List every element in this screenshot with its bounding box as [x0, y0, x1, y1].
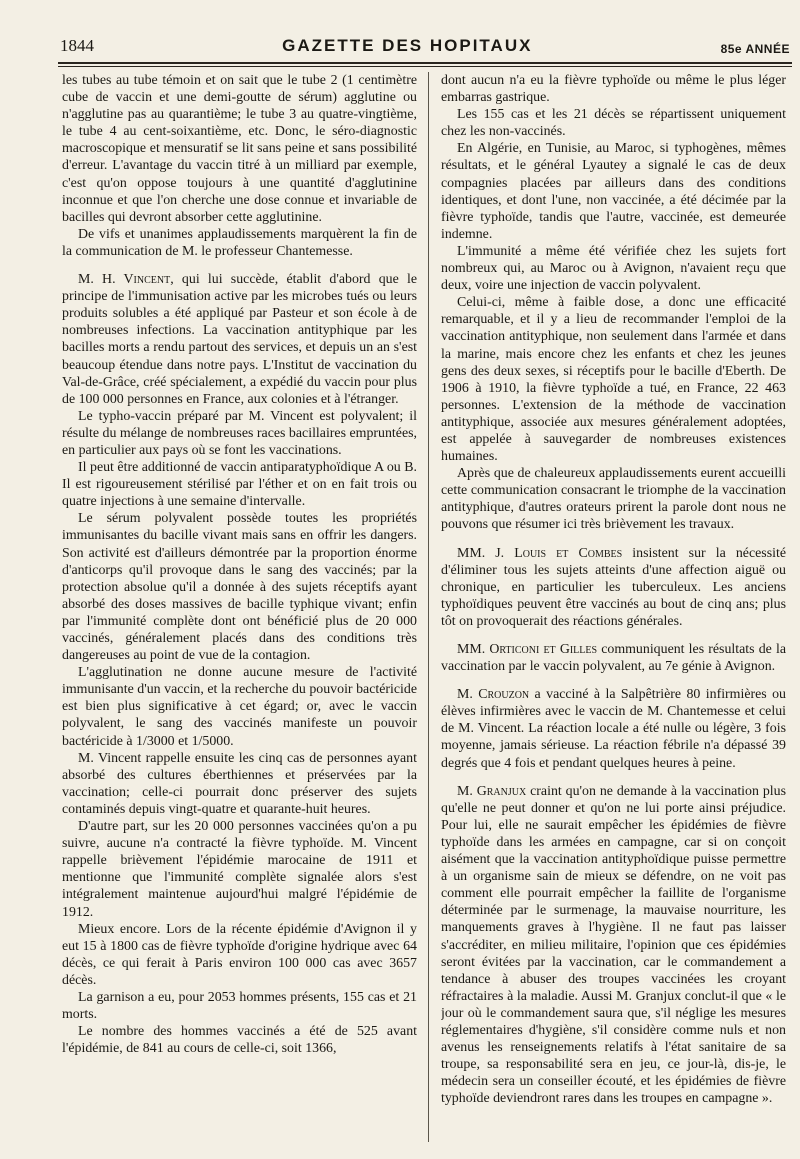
- publication-title: GAZETTE DES HOPITAUX: [282, 36, 533, 55]
- volume-year: 85e ANNÉE: [720, 42, 790, 56]
- paragraph: [62, 921, 417, 989]
- paragraph: [441, 545, 786, 630]
- paragraph-text: Celui-ci, même à faible dose, a donc une efficacité remarquable, et il y a lieu de recommander l'emploi de la vaccination antityphique, non seulement dans l'armée et dans la marine, mais encore chez les enfants et chez les jeunes gens des deux sexes, si réceptifs pour le bacille d'Eberth. De 1906 à 1910, la fièvre typhoïde a tué, en France, 22 463 personnes. L'extension de la méthode de vaccination antityphique, associée aux mesures généralement adoptées, est appelée à sauvegarder de nombreuses existences humaines.: [441, 295, 786, 465]
- paragraph: [62, 510, 417, 664]
- paragraph-text: D'autre part, sur les 20 000 personnes vaccinées qu'on a pu suivre, aucune n'a contracté la fièvre typhoïde. M. Vincent rappelle brièvement l'épidémie marocaine de 1911 et mentionne que l'immunité complète signalée alors s'est intégralement maintenue aujourd'hui malgré l'épidémie de 1912.: [62, 819, 417, 920]
- header-rule: [58, 62, 792, 64]
- page-number: 1844: [60, 36, 94, 55]
- paragraph-text: Le typho-vaccin préparé par M. Vincent est polyvalent; il résulte du mélange de nombreuses races bacillaires empruntées, en particulier aux pays où se font les vaccinations.: [62, 408, 417, 458]
- paragraph-text: dont aucun n'a eu la fièvre typhoïde ou même le plus léger embarras gastrique.: [441, 73, 786, 106]
- right-column: [441, 72, 786, 1147]
- paragraph: [441, 106, 786, 140]
- paragraph-text: Le nombre des hommes vaccinés a été de 525 avant l'épidémie, de 841 au cours de celle-ci, soit 1366,: [62, 1024, 417, 1057]
- paragraph-text: les tubes au tube témoin et on sait que le tube 2 (1 centimètre cube de vaccin et une demi-goutte de sérum) agglutine ou n'agglutine pas au quarantième; le tube 3 au quatre-vingtième, le tube 4 au cent-soixantième, etc. Donc, le séro-diagnostic macroscopique et mensuratif se lit sans peine et sans possibilité d'erreur. L'avantage du vaccin titré à un milliard par exemple, c'est qu'on oppose toujours à une quantité d'agglutinine inconnue et que l'on cherche une dose connue et invariable de bacilles qui devront absorber cette agglutinine.: [62, 73, 417, 225]
- paragraph: [62, 459, 417, 510]
- paragraph: [441, 294, 786, 465]
- paragraph: [62, 72, 417, 226]
- speaker-name: M. H. Vincent: [78, 272, 171, 288]
- paragraph: [441, 641, 786, 675]
- paragraph: [441, 243, 786, 294]
- paragraph-text: De vifs et unanimes applaudissements marquèrent la fin de la communication de M. le professeur Chantemesse.: [62, 226, 417, 259]
- paragraph: [62, 818, 417, 921]
- paragraph: [441, 140, 786, 243]
- paragraph: [62, 271, 417, 408]
- paragraph: [62, 989, 417, 1023]
- paragraph-text: L'agglutination ne donne aucune mesure de l'activité immunisante d'un vaccin, et la recherche du pouvoir bactéricide est bien plus significative à cet égard; or, avec le vaccin polyvalent, le sang des vaccinés manifeste un pouvoir bactéricide à 1/3000 et 1/5000.: [62, 665, 417, 749]
- left-column: [62, 72, 417, 1147]
- header-rule-thin: [58, 66, 792, 67]
- paragraph-text: , qui lui succède, établit d'abord que le principe de l'immunisation active par les microbes tués ou leurs produits solubles a été appliqué par Pasteur et son école à de nombreuses infections. La vaccination antityphique par les bacilles morts a rendu partout des services, et depuis un an s'est beaucoup étendue dans notre pays. L'Institut de vaccination du Val-de-Grâce, créé spécialement, a expédié du vaccin pour plus de 100 000 personnes en France, aux colonies et à l'étranger.: [62, 272, 417, 407]
- paragraph-text: M. Vincent rappelle ensuite les cinq cas de personnes ayant absorbé des cultures éberthiennes et préservées par la vaccination; celle-ci pourrait donc préserver des sujets contaminés depuis vingt-quatre et quarante-huit heures.: [62, 750, 417, 817]
- paragraph: [441, 465, 786, 533]
- paragraph-text: communiquent les résultats de la vaccination par le vaccin polyvalent, au 7e génie à Avignon.: [441, 642, 786, 675]
- paragraph-text: a vacciné à la Salpêtrière 80 infirmières ou élèves infirmières avec le vaccin de M. Chantemesse et celui de M. Vincent. La réaction locale a été nulle ou légère, 3 fois moyenne, jamais sérieuse. La réaction fébrile n'a dépassé 39 degrés que 4 fois et pendant quelques heures à peine.: [441, 687, 786, 771]
- paragraph-text: L'immunité a même été vérifiée chez les sujets fort nombreux qui, au Maroc ou à Avignon, n'avaient reçu que deux, voire une injection de vaccin polyvalent.: [441, 243, 786, 294]
- paragraph-text: La garnison a eu, pour 2053 hommes présents, 155 cas et 21 morts.: [62, 989, 417, 1023]
- speaker-name: MM. Orticoni et Gilles: [457, 642, 598, 657]
- paragraph: [62, 226, 417, 260]
- paragraph-text: Il peut être additionné de vaccin antiparatyphoïdique A ou B. Il est rigoureusement stérilisé par l'éther et on en fait trois ou quatre injections à une semaine d'intervalle.: [62, 460, 417, 510]
- paragraph: [441, 686, 786, 771]
- paragraph-text: Mieux encore. Lors de la récente épidémie d'Avignon il y eut 15 à 1800 cas de fièvre typhoïde d'origine hydrique avec 64 décès, ce qui ferait à Paris environ 100 000 cas avec 3657 décès.: [62, 921, 417, 988]
- column-divider: [428, 72, 429, 1142]
- paragraph-text: craint qu'on ne demande à la vaccination plus qu'elle ne peut donner et qu'on ne lui porte ainsi préjudice. Pour lui, elle ne saurait empêcher les épidémies de fièvre typhoïde dans les armées en campagne, car si on conçoit aisément que la vaccination antityphoïdique puisse permettre à un organisme sain de mieux se défendre, on ne voit pas comment elle pourrait empêcher la faillite de l'organisme déterminée par le surmenage, la mauvaise nourriture, les manquements graves à l'hygiène. Il ne faut pas laisser s'accréditer, en milieu militaire, l'opinion que ces épidémies seront évitées par la vaccination, car le commandement a tendance à abuser des troupes vaccinées les croyant réfractaires à la maladie. Aussi M. Granjux conclut-il que « le jour où le commandement saura que, s'il néglige les mesures réglementaires d'hygiène, s'il considère comme nuls et non avenus les renseignements relatifs à l'état sanitaire de sa troupe, sa responsabilité sera en jeu, ce jour-là, dis-je, le médecin sera un conseiller écouté, et les épidémies de fièvre typhoïde deviendront rares dans les troupes en campagne ».: [441, 783, 786, 1107]
- paragraph-text: insistent sur la nécessité d'éliminer tous les sujets atteints d'une affection aiguë ou chronique, en particulier les tuberculeux. Les anciens typhoïdiques peuvent être vaccinés au bout de cinq ans; plus tôt on provoquerait des réactions générales.: [441, 545, 786, 629]
- paragraph-text: Les 155 cas et les 21 décès se répartissent uniquement chez les non-vaccinés.: [441, 107, 786, 140]
- speaker-name: M. Granjux: [457, 783, 527, 799]
- paragraph: [441, 783, 786, 1108]
- page-header: [60, 30, 790, 56]
- paragraph: [62, 664, 417, 749]
- paragraph: [62, 1023, 417, 1057]
- speaker-name: MM. J. Louis et Combes: [457, 545, 623, 561]
- speaker-name: M. Crouzon: [457, 687, 530, 703]
- paragraph: [441, 72, 786, 106]
- paragraph-text: En Algérie, en Tunisie, au Maroc, si typhogènes, mêmes résultats, et le général Lyautey a signalé le cas de deux compagnies placées par ailleurs dans des conditions identiques, et dont l'une, non vaccinée, a été décimée par la fièvre typhoïde, tandis que l'autre, vaccinée, est demeurée indemne.: [441, 141, 786, 242]
- paragraph: [62, 750, 417, 818]
- paragraph-text: Le sérum polyvalent possède toutes les propriétés immunisantes du bacille vivant mais sans en offrir les dangers. Son activité est d'ailleurs démontrée par la proportion énorme d'anticorps qu'il provoque dans le sang des vaccinés; par la protection absolue qu'il a donnée à des sujets réceptifs ayant absorbé des doses massives de bacille typhique vivant; enfin par l'immunité complète dont ont bénéficié plus de 20 000 vaccinés, généralement placés dans des conditions très dangereuses au point de vue de la contagion.: [62, 511, 417, 664]
- paragraph-text: Après que de chaleureux applaudissements eurent accueilli cette communication consacrant le triomphe de la vaccination antityphique, d'autres orateurs prirent la parole dont nous ne pouvons que résumer ici très brièvement les travaux.: [441, 466, 786, 533]
- paragraph: [62, 408, 417, 459]
